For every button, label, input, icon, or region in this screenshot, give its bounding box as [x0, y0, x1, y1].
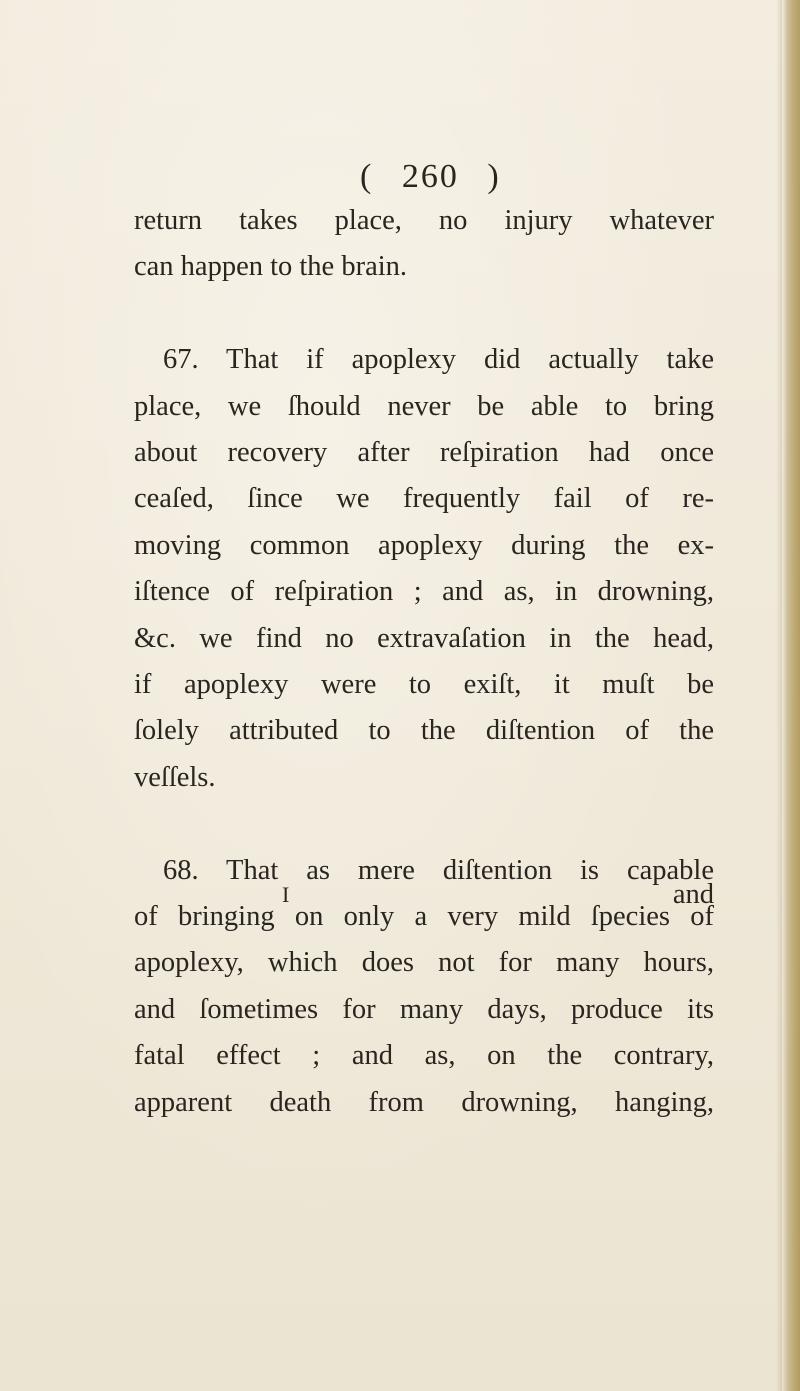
text-line: apparent death from drowning, hanging, — [134, 1086, 714, 1118]
text-line: place, we ſhould never be able to bring — [134, 390, 714, 422]
text-line: veſſels. — [134, 761, 216, 793]
text-line: if apoplexy were to exiſt, it muſt be — [134, 669, 714, 701]
text-line: about recovery after reſpiration had once — [134, 437, 714, 469]
text-line: ſolely attributed to the diſtention of the — [134, 715, 714, 747]
catchword: and — [672, 879, 714, 910]
paragraph-67-line: 67. That if apoplexy did actually take — [163, 344, 714, 376]
text-line: apoplexy, which does not for many hours, — [134, 947, 714, 979]
text-line: of bringing on only a very mild ſpecies of — [134, 901, 714, 933]
paragraph-68-line: 68. That as mere diſtention is capable — [163, 854, 714, 886]
page-edge — [782, 0, 800, 1391]
page-footer — [134, 872, 714, 918]
paragraph-gap — [134, 801, 714, 847]
text-line: ceaſed, ſince we frequently fail of re- — [134, 483, 714, 515]
text-line: and ſometimes for many days, produce its — [134, 993, 714, 1025]
text-line: &c. we find no extravaſation in the head, — [134, 622, 714, 654]
text-line: can happen to the brain. — [134, 251, 408, 283]
body-text — [134, 198, 714, 1126]
text-line: return takes place, no injury whatever — [134, 205, 714, 236]
paragraph-gap — [134, 291, 714, 337]
page-number: ( 260 ) — [360, 158, 501, 195]
text-line: iſtence of reſpiration ; and as, in drowning, — [134, 576, 714, 608]
text-line: fatal effect ; and as, on the contrary, — [134, 1040, 714, 1072]
signature-mark: I — [282, 882, 290, 907]
text-line: moving common apoplexy during the ex- — [134, 529, 714, 561]
